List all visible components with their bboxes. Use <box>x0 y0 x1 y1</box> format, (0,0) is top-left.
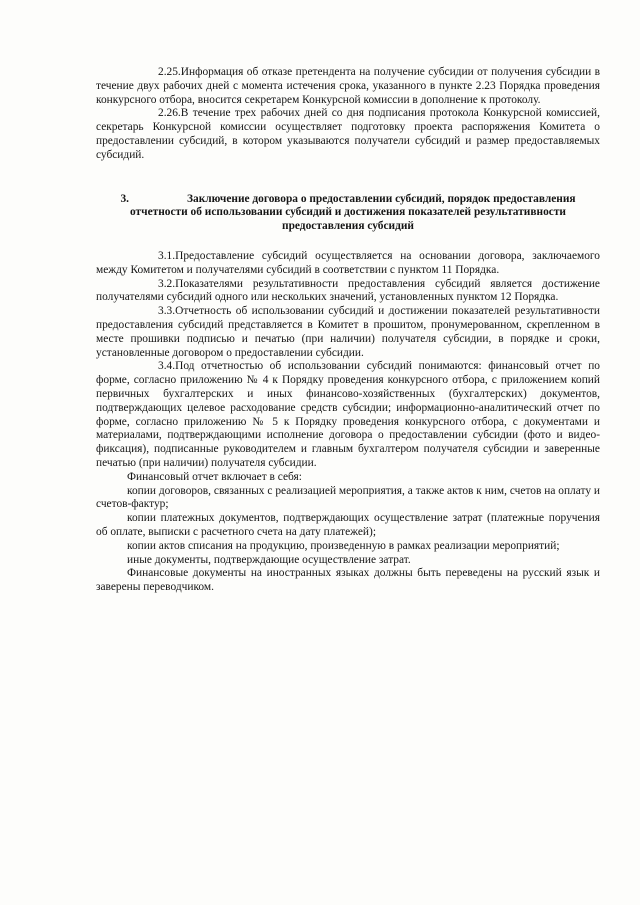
closing-paragraph: Финансовые документы на иностранных языках должны быть переведены на русский язык и заверены переводчиком. <box>96 567 600 594</box>
paragraph-text: Под отчетностью об использовании субсидий понимаются: финансовый отчет по форме, согласно приложению № 4 к Порядку проведения конкурсного отбора, с приложением копий первичных бухгалтерских и иных финансово-хозяйственных (бухгалтерских) документов, подтверждающих целевое расходование средств субсидии; информационно-аналитический отчет по форме, согласно приложению № 5 к Порядку проведения конкурсного отбора, с документами и материалами, подтверждающими исполнение договора о предоставлении субсидии (фото и видео-фиксация), подписанные руководителем и главным бухгалтером получателя субсидии и заверенные печатью (при наличии) получателя субсидии. <box>96 360 600 469</box>
list-item: копии договоров, связанных с реализацией мероприятия, а также актов к ним, счетов на оплату и счетов-фактур; <box>96 484 600 511</box>
paragraph-text: В течение трех рабочих дней со дня подписания протокола Конкурсной комиссией, секретарь Конкурсной комиссии осуществляет подготовку проекта распоряжения Комитета о предоставлении субсидий, в котором указываются получатели субсидий и размер предоставляемых субсидий. <box>96 107 600 161</box>
paragraph-3-3 <box>96 305 600 360</box>
paragraph-text: Отчетность об использовании субсидий и достижении показателей результативности предоставления субсидий представляется в Комитет в прошитом, пронумерованном, скрепленном в месте прошивки подписью и печатью (при наличии) получателя субсидии, в порядке и сроки, установленные договором о предоставлении субсидии. <box>96 305 600 359</box>
paragraph-text: Предоставление субсидий осуществляется на основании договора, заключаемого между Комитетом и получателями субсидий в соответствии с пунктом 11 Порядка. <box>96 249 600 276</box>
section-3-heading <box>96 193 600 234</box>
paragraph-number: 3.3. <box>158 305 176 318</box>
paragraph-2-26 <box>96 107 600 162</box>
section-title: Заключение договора о предоставлении субсидий, порядок предоставления отчетности об использовании субсидий и достижения показателей результативности предоставления субсидий <box>130 192 576 233</box>
section-number: 3. <box>120 192 129 205</box>
list-item: копии платежных документов, подтверждающих осуществление затрат (платежные поручения об оплате, выписки с расчетного счета на дату платежей); <box>96 512 600 538</box>
paragraph-number: 3.2. <box>158 277 176 290</box>
document-body <box>96 66 600 595</box>
paragraph-2-25 <box>96 66 600 107</box>
paragraph-3-2 <box>96 278 600 306</box>
paragraph-number: 3.1. <box>158 249 176 262</box>
paragraph-text: Показателями результативности предоставления субсидий является достижение получателями субсидий одного или нескольких значений, установленных пунктом 12 Порядка. <box>96 277 600 304</box>
paragraph-number: 2.25. <box>158 66 181 78</box>
paragraph-number: 2.26. <box>158 107 181 120</box>
paragraph-number: 3.4. <box>158 360 176 373</box>
report-intro: Финансовый отчет включает в себя: <box>127 470 302 483</box>
list-item: иные документы, подтверждающие осуществление затрат. <box>127 553 411 566</box>
paragraph-3-4 <box>96 360 600 470</box>
list-item: копии актов списания на продукцию, произведенную в рамках реализации мероприятий; <box>127 539 560 552</box>
paragraph-3-1 <box>96 250 600 278</box>
paragraph-text: Информация об отказе претендента на получение субсидии от получения субсидии в течение двух рабочих дней с момента истечения срока, указанного в пункте 2.23 Порядка проведения конкурсного отбора, вносится секретарем Конкурсной комиссии в дополнение к протоколу. <box>96 66 600 106</box>
